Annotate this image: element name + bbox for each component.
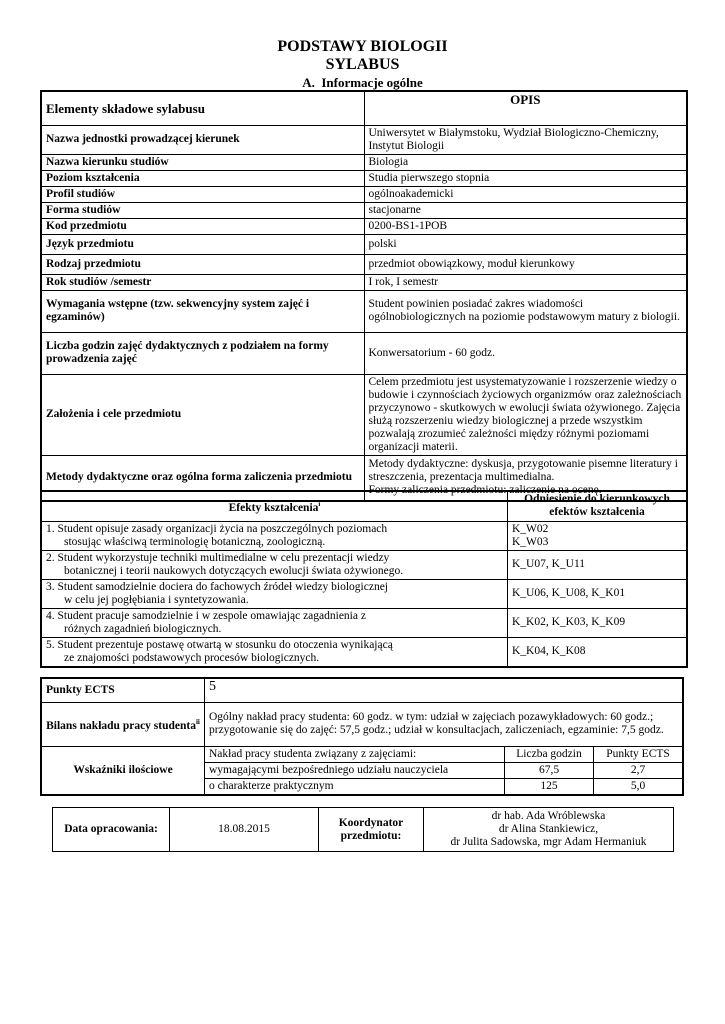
indicator-points: 5,0	[594, 778, 684, 795]
row-value: Student powinien posiadać zakres wiadomości ogólnobiologicznych na poziomie podstawowym matury z biologii.	[364, 290, 687, 332]
indicators-header: Nakład pracy studenta związany z zajęciami:	[205, 746, 505, 762]
outcome-cell	[41, 550, 508, 579]
general-info-table	[40, 90, 688, 502]
row-label: Metody dydaktyczne oraz ogólna forma zaliczenia przedmiotu	[41, 455, 364, 501]
row-label: Nazwa jednostki prowadzącej kierunek	[41, 125, 364, 154]
row-label: Kod przedmiotu	[41, 218, 364, 234]
learning-outcomes-table	[40, 490, 688, 668]
indicator-points: 2,7	[594, 762, 684, 778]
workload-label: Bilans nakładu pracy studenta	[46, 719, 196, 732]
outcome-cell	[41, 608, 508, 637]
section-heading: A. Informacje ogólne	[302, 75, 423, 90]
outcome-text-cont: w celu jej pogłębiania i syntetyzowania.	[64, 593, 249, 606]
date-value: 18.08.2015	[170, 808, 319, 852]
row-label: Rodzaj przedmiotu	[41, 254, 364, 274]
indicators-label: Wskaźniki ilościowe	[41, 746, 205, 795]
outcome-text-cont: botanicznej i teorii naukowych dotyczących ewolucji świata ożywionego.	[64, 564, 404, 577]
effects-header-text: Efekty kształcenia	[228, 501, 319, 514]
indicator-hours: 67,5	[505, 762, 594, 778]
reference-header: Odniesienie do kierunkowych efektów kształcenia	[508, 491, 688, 521]
row-label: Nazwa kierunku studiów	[41, 154, 364, 170]
coordinator-name: dr Julita Sadowska, mgr Adam Hermaniuk	[450, 836, 647, 848]
reference-cell: K_K04, K_K08	[508, 637, 688, 667]
outcome-cell	[41, 521, 508, 550]
effects-header	[41, 491, 508, 521]
row-value: ogólnoakademicki	[364, 186, 687, 202]
table-row	[41, 550, 687, 579]
col-label-header: Elementy składowe sylabusu	[41, 91, 364, 125]
table-row	[41, 579, 687, 608]
outcome-text: 2. Student wykorzystuje techniki multimedialne w celu prezentacji wiedzy	[46, 551, 390, 564]
row-value: polski	[364, 234, 687, 254]
effects-footnote-mark: i	[318, 499, 321, 508]
methods-text: Metody dydaktyczne: dyskusja, przygotowanie pisemne literatury i streszczenia, prezentacja multimedialna.	[368, 458, 678, 484]
row-value: Konwersatorium - 60 godz.	[364, 332, 687, 374]
col-desc-header: OPIS	[364, 91, 687, 125]
reference-code: K_W03	[512, 535, 549, 548]
coordinator-label: Koordynator przedmiotu:	[319, 808, 424, 852]
ects-points-header: Punkty ECTS	[594, 746, 684, 762]
ects-value: 5	[205, 678, 684, 702]
hours-header: Liczba godzin	[505, 746, 594, 762]
reference-cell	[508, 521, 688, 550]
outcome-text: 3. Student samodzielnie dociera do fachowych źródeł wiedzy biologicznej	[46, 580, 389, 593]
row-value: Celem przedmiotu jest usystematyzowanie i rozszerzenie wiedzy o budowie i czynnościach życiowych organizmów oraz zależnościach przyczynowo - skutkowych w ewolucji świata ożywionego. Zajęcia służą rozszerzeniu wiedzy biologicznej a przede wszystkim pozwalają zrozumieć zależności między różnymi poziomami organizacji materii.	[364, 374, 687, 455]
outcome-text-cont: stosując właściwą terminologię botaniczną, zoologiczną.	[64, 535, 326, 548]
row-value: Biologia	[364, 154, 687, 170]
outcome-text: 1. Student opisuje zasady organizacji życia na poszczególnych poziomach	[46, 522, 388, 535]
table-row	[41, 637, 687, 667]
table-row	[41, 521, 687, 550]
outcome-text-cont: różnych zagadnień biologicznych.	[64, 622, 222, 635]
outcome-text: 4. Student pracuje samodzielnie i w zespole omawiając zagadnienia z	[46, 609, 366, 622]
reference-cell: K_U06, K_U08, K_K01	[508, 579, 688, 608]
row-label: Wymagania wstępne (tzw. sekwencyjny system zajęć i egzaminów)	[41, 290, 364, 332]
date-label: Data opracowania:	[53, 808, 170, 852]
row-value: stacjonarne	[364, 202, 687, 218]
row-label: Rok studiów /semestr	[41, 274, 364, 290]
indicator-name: o charakterze praktycznym	[205, 778, 505, 795]
ects-label: Punkty ECTS	[41, 678, 205, 702]
workload-footnote-mark: ii	[195, 717, 200, 726]
row-value: Uniwersytet w Białymstoku, Wydział Biologiczno-Chemiczny, Instytut Biologii	[364, 125, 687, 154]
assessment-text: Formy zaliczenia przedmiotu: zaliczenie na ocenę.	[368, 484, 602, 497]
outcome-cell	[41, 637, 508, 667]
row-value: Studia pierwszego stopnia	[364, 170, 687, 186]
indicator-name: wymagającymi bezpośredniego udziału nauczyciela	[205, 762, 505, 778]
outcome-text-cont: ze znajomości podstawowych procesów biologicznych.	[64, 651, 320, 664]
row-label: Liczba godzin zajęć dydaktycznych z podziałem na formy prowadzenia zajęć	[41, 332, 364, 374]
coordinator-name: dr hab. Ada Wróblewska	[491, 810, 606, 822]
indicator-hours: 125	[505, 778, 594, 795]
row-value: przedmiot obowiązkowy, moduł kierunkowy	[364, 254, 687, 274]
footer-table	[52, 807, 674, 852]
coordinator-names	[424, 808, 674, 852]
row-label: Założenia i cele przedmiotu	[41, 374, 364, 455]
row-label: Poziom kształcenia	[41, 170, 364, 186]
row-label: Profil studiów	[41, 186, 364, 202]
workload-value: Ogólny nakład pracy studenta: 60 godz. w tym: udział w zajęciach pozawykładowych: 60 godz.; przygotowanie się do zajęć: 57,5 godz.; udział w konsultacjach, zaliczeniach, egzaminie: 7,5 godz.	[205, 702, 684, 746]
document-title: PODSTAWY BIOLOGII	[277, 38, 448, 55]
row-value: I rok, I semestr	[364, 274, 687, 290]
row-label: Język przedmiotu	[41, 234, 364, 254]
row-label: Forma studiów	[41, 202, 364, 218]
document-subtitle: SYLABUS	[325, 56, 400, 73]
outcome-text: 5. Student prezentuje postawę otwartą w stosunku do otoczenia wynikającą	[46, 638, 393, 651]
workload-label-cell	[41, 702, 205, 746]
outcome-cell	[41, 579, 508, 608]
row-value: 0200-BS1-1POB	[364, 218, 687, 234]
reference-code: K_W02	[512, 522, 549, 535]
reference-cell: K_U07, K_U11	[508, 550, 688, 579]
reference-cell: K_K02, K_K03, K_K09	[508, 608, 688, 637]
coordinator-name: dr Alina Stankiewicz,	[498, 823, 599, 835]
table-row	[41, 608, 687, 637]
ects-table	[40, 677, 684, 796]
